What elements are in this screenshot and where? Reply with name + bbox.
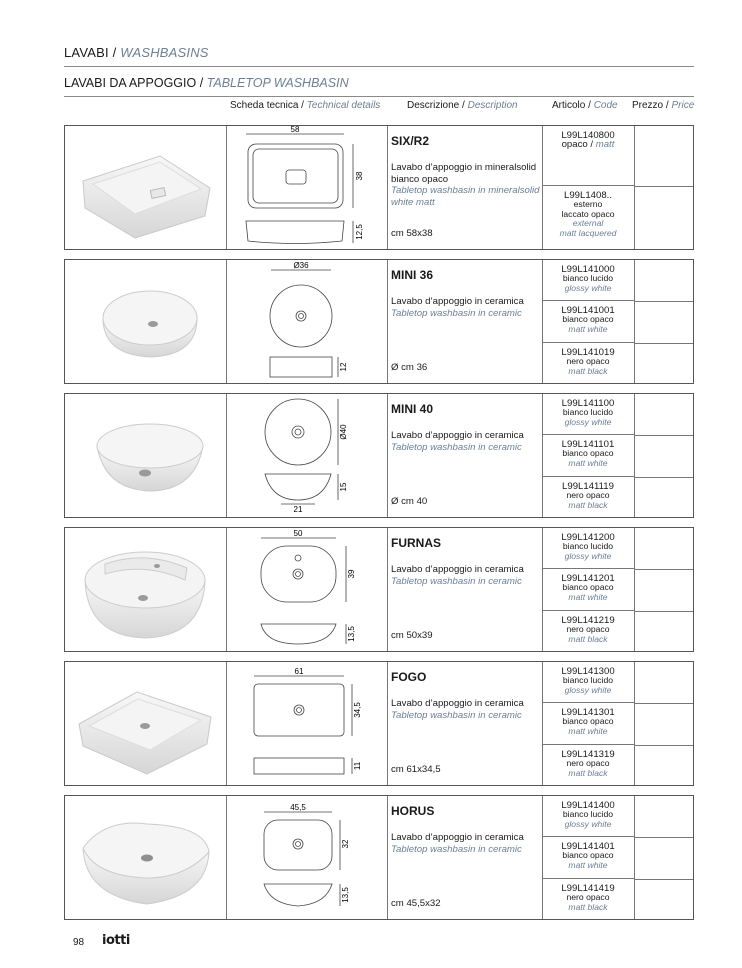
brand-logo: iotti bbox=[102, 933, 130, 948]
tech-cell bbox=[226, 528, 388, 651]
finish-label-en: matt white bbox=[568, 591, 608, 602]
article-cell bbox=[542, 186, 634, 251]
product-row bbox=[64, 259, 694, 384]
finish-label: bianco lucido bbox=[562, 541, 614, 552]
article-code: L99L141319 bbox=[561, 749, 615, 760]
svg-text:15: 15 bbox=[339, 482, 348, 492]
article-code: L99L141019 bbox=[561, 347, 615, 358]
technical-drawing bbox=[226, 528, 387, 651]
product-description: Lavabo d’appoggio in ceramica Tabletop washbasin in ceramic bbox=[391, 430, 524, 453]
finish-label-en: matt black bbox=[568, 767, 608, 778]
product-description: Lavabo d’appoggio in ceramica Tabletop washbasin in ceramic bbox=[391, 832, 524, 855]
col-header-code: Articolo / Code bbox=[552, 100, 618, 111]
price-cell bbox=[634, 662, 693, 785]
finish-label: bianco lucido bbox=[562, 809, 614, 820]
tech-cell bbox=[226, 796, 388, 919]
desc-cell bbox=[387, 260, 543, 383]
article-column bbox=[542, 528, 635, 651]
col-header-price: Prezzo / Price bbox=[632, 100, 695, 111]
desc-cell bbox=[387, 662, 543, 785]
finish-label-en: glossy white bbox=[564, 818, 612, 829]
price-cell bbox=[634, 394, 693, 517]
svg-text:34,5: 34,5 bbox=[353, 702, 362, 718]
svg-text:13,5: 13,5 bbox=[347, 626, 356, 642]
washbasin-photo bbox=[65, 796, 226, 919]
photo-cell bbox=[65, 662, 227, 785]
product-dimensions: cm 58x38 bbox=[391, 228, 433, 239]
finish-label: bianco lucido bbox=[562, 273, 614, 284]
svg-text:38: 38 bbox=[355, 171, 364, 181]
finish-label-en-2: matt lacquered bbox=[559, 227, 617, 238]
article-code: L99L141200 bbox=[561, 532, 615, 543]
article-code: L99L141400 bbox=[561, 800, 615, 811]
finish-label: bianco opaco bbox=[562, 850, 614, 861]
finish-label-en: matt white bbox=[568, 457, 608, 468]
technical-drawing bbox=[226, 260, 387, 383]
washbasin-photo bbox=[65, 528, 226, 651]
article-cell bbox=[542, 879, 634, 921]
finish-label: nero opaco bbox=[566, 490, 610, 501]
svg-text:13,5: 13,5 bbox=[341, 887, 350, 903]
article-code: L99L141219 bbox=[561, 615, 615, 626]
article-code: L99L141101 bbox=[561, 439, 615, 450]
article-cell bbox=[542, 477, 634, 519]
article-cell bbox=[542, 435, 634, 477]
article-column bbox=[542, 260, 635, 383]
washbasin-photo bbox=[65, 662, 226, 785]
section-title: LAVABI / WASHBASINS bbox=[64, 45, 209, 60]
article-cell bbox=[542, 569, 634, 611]
product-description: Lavabo d’appoggio in ceramica Tabletop washbasin in ceramic bbox=[391, 698, 524, 721]
finish-label-en: glossy white bbox=[564, 550, 612, 561]
finish-label-en: glossy white bbox=[564, 282, 612, 293]
finish-label-en: glossy white bbox=[564, 416, 612, 427]
product-dimensions: cm 50x39 bbox=[391, 630, 433, 641]
svg-text:12,5: 12,5 bbox=[355, 224, 364, 240]
article-code: L99L141000 bbox=[561, 264, 615, 275]
product-row bbox=[64, 125, 694, 250]
price-cell bbox=[634, 796, 693, 919]
article-column bbox=[542, 662, 635, 785]
finish-label-en: matt bbox=[595, 139, 615, 151]
technical-drawing bbox=[226, 662, 387, 785]
finish-label-en: matt white bbox=[568, 323, 608, 334]
product-description: Lavabo d’appoggio in ceramica Tabletop washbasin in ceramic bbox=[391, 296, 524, 319]
svg-text:11: 11 bbox=[353, 761, 362, 771]
price-cell bbox=[634, 528, 693, 651]
article-cell bbox=[542, 796, 634, 837]
photo-cell bbox=[65, 126, 227, 249]
article-code: L99L141201 bbox=[561, 573, 615, 584]
divider bbox=[64, 96, 694, 97]
col-header-desc: Descrizione / Description bbox=[407, 100, 518, 111]
finish-label: bianco opaco bbox=[562, 582, 614, 593]
col-header-tech: Scheda tecnica / Technical details bbox=[230, 100, 381, 111]
article-cell bbox=[542, 528, 634, 569]
price-cell bbox=[634, 260, 693, 383]
tech-cell bbox=[226, 394, 388, 517]
tech-cell bbox=[226, 126, 388, 249]
article-code: L99L141119 bbox=[562, 481, 614, 492]
finish-label: esterno bbox=[573, 199, 603, 210]
product-row bbox=[64, 527, 694, 652]
finish-label-en: matt black bbox=[568, 901, 608, 912]
finish-label-en: matt black bbox=[568, 365, 608, 376]
product-name: MINI 40 bbox=[391, 402, 434, 416]
article-code: L99L141301 bbox=[561, 707, 615, 718]
svg-text:50: 50 bbox=[293, 529, 303, 538]
svg-text:Ø40: Ø40 bbox=[339, 424, 348, 440]
product-name: FOGO bbox=[391, 670, 427, 684]
article-code: L99L141419 bbox=[561, 883, 615, 894]
price-cell bbox=[634, 126, 693, 249]
article-cell bbox=[542, 662, 634, 703]
article-column bbox=[542, 796, 635, 919]
washbasin-photo bbox=[65, 126, 226, 249]
technical-drawing bbox=[226, 394, 387, 517]
product-row bbox=[64, 661, 694, 786]
product-name: MINI 36 bbox=[391, 268, 434, 282]
photo-cell bbox=[65, 260, 227, 383]
finish-label-en: matt black bbox=[568, 499, 608, 510]
product-description: Lavabo d’appoggio in ceramica Tabletop washbasin in ceramic bbox=[391, 564, 524, 587]
technical-drawing bbox=[226, 126, 387, 249]
svg-text:32: 32 bbox=[341, 839, 350, 849]
finish-label: bianco opaco bbox=[562, 716, 614, 727]
finish-label-en: matt white bbox=[568, 859, 608, 870]
article-cell bbox=[542, 260, 634, 301]
finish-label: nero opaco bbox=[566, 624, 610, 635]
product-row bbox=[64, 393, 694, 518]
finish-label: bianco lucido bbox=[562, 407, 614, 418]
product-description: Lavabo d’appoggio in mineralsolid bianco opaco Tabletop washbasin in mineralsolid white matt bbox=[391, 162, 540, 208]
product-dimensions: Ø cm 40 bbox=[391, 496, 428, 507]
finish-label: nero opaco bbox=[566, 356, 610, 367]
product-dimensions: Ø cm 36 bbox=[391, 362, 428, 373]
finish-label-2: laccato opaco bbox=[561, 208, 615, 219]
finish-label-en: matt white bbox=[568, 725, 608, 736]
article-cell bbox=[542, 126, 634, 186]
section-subtitle: LAVABI DA APPOGGIO / TABLETOP WASHBASIN bbox=[64, 76, 349, 90]
tech-cell bbox=[226, 260, 388, 383]
product-row bbox=[64, 795, 694, 920]
article-cell bbox=[542, 611, 634, 653]
article-code: L99L140800 bbox=[561, 130, 615, 141]
article-cell bbox=[542, 343, 634, 385]
product-name: FURNAS bbox=[391, 536, 441, 550]
article-cell bbox=[542, 394, 634, 435]
finish-label-en: matt black bbox=[568, 633, 608, 644]
svg-text:Ø36: Ø36 bbox=[293, 261, 309, 270]
finish-label: bianco opaco bbox=[562, 448, 614, 459]
finish-label: opaco / bbox=[561, 139, 594, 151]
article-code: L99L141001 bbox=[561, 305, 615, 316]
finish-label: nero opaco bbox=[566, 758, 610, 769]
finish-label-en: external bbox=[572, 218, 604, 229]
desc-cell bbox=[387, 528, 543, 651]
article-cell bbox=[542, 745, 634, 787]
article-code: L99L1408.. bbox=[563, 190, 612, 201]
article-cell bbox=[542, 837, 634, 879]
desc-cell bbox=[387, 394, 543, 517]
desc-cell bbox=[387, 796, 543, 919]
photo-cell bbox=[65, 528, 227, 651]
svg-text:58: 58 bbox=[290, 126, 300, 134]
article-cell bbox=[542, 703, 634, 745]
article-cell bbox=[542, 301, 634, 343]
product-dimensions: cm 61x34,5 bbox=[391, 764, 441, 775]
product-name: HORUS bbox=[391, 804, 435, 818]
svg-text:45,5: 45,5 bbox=[290, 803, 306, 812]
svg-text:61: 61 bbox=[294, 667, 304, 676]
article-column bbox=[542, 394, 635, 517]
photo-cell bbox=[65, 796, 227, 919]
svg-text:39: 39 bbox=[347, 569, 356, 579]
svg-text:12: 12 bbox=[339, 362, 348, 372]
article-code: L99L141100 bbox=[561, 398, 615, 409]
technical-drawing bbox=[226, 796, 387, 919]
finish-label: nero opaco bbox=[566, 892, 610, 903]
divider bbox=[64, 66, 694, 67]
svg-text:21: 21 bbox=[293, 505, 303, 514]
product-dimensions: cm 45,5x32 bbox=[391, 898, 441, 909]
washbasin-photo bbox=[65, 260, 226, 383]
tech-cell bbox=[226, 662, 388, 785]
page-number: 98 bbox=[73, 937, 85, 948]
photo-cell bbox=[65, 394, 227, 517]
finish-label: bianco lucido bbox=[562, 675, 614, 686]
article-code: L99L141401 bbox=[561, 841, 615, 852]
article-column bbox=[542, 126, 635, 249]
article-code: L99L141300 bbox=[561, 666, 615, 677]
finish-label: bianco opaco bbox=[562, 314, 614, 325]
finish-label-en: glossy white bbox=[564, 684, 612, 695]
washbasin-photo bbox=[65, 394, 226, 517]
desc-cell bbox=[387, 126, 543, 249]
product-name: SIX/R2 bbox=[391, 134, 430, 148]
